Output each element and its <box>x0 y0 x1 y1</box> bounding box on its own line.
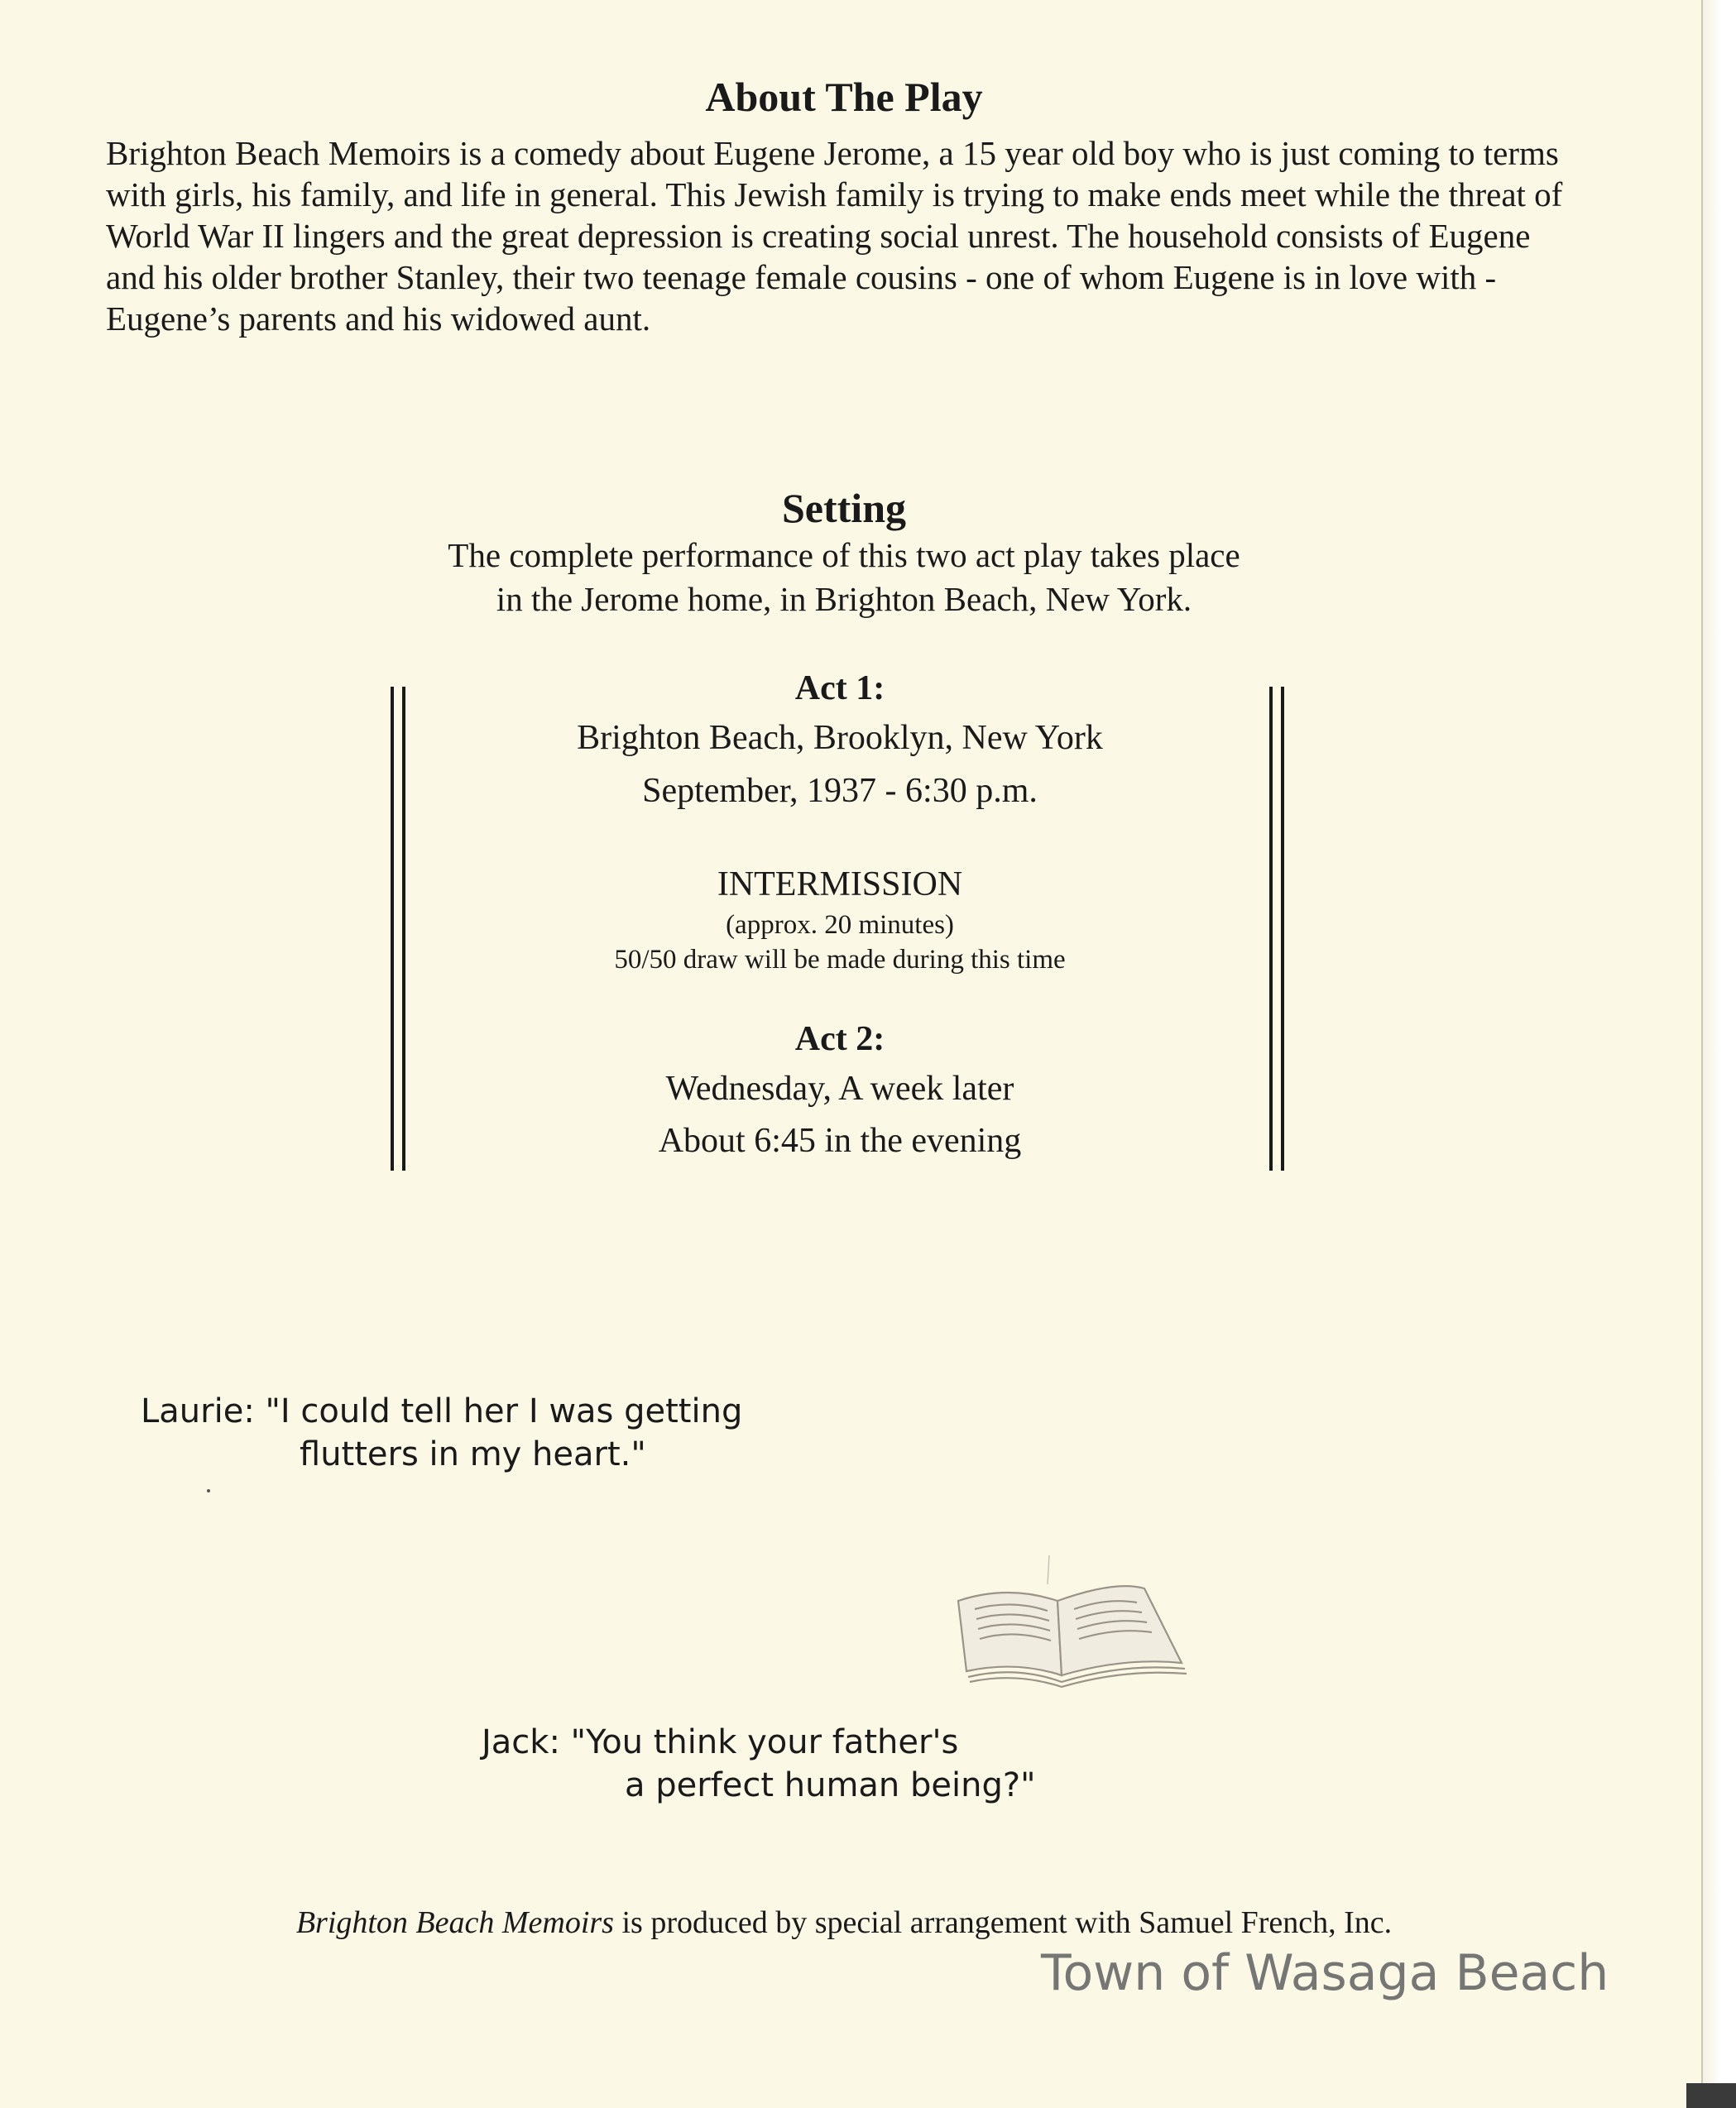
page-edge <box>1701 0 1736 2108</box>
credit-line <box>0 1904 1688 1941</box>
watermark: Town of Wasaga Beach <box>1041 1944 1609 2002</box>
paper-speck <box>207 1489 210 1492</box>
jack-quote-line-1 <box>482 1721 958 1764</box>
laurie-speaker: Laurie: <box>141 1392 255 1430</box>
laurie-line-2: flutters in my heart." <box>300 1435 646 1473</box>
laurie-line-1: "I could tell her I was getting <box>265 1392 743 1430</box>
act1-heading: Act 1: <box>794 669 885 707</box>
about-paragraph: Brighton Beach Memoirs is a comedy about Eugene Jerome, a 15 year old boy who is just coming to terms with girls, his family, and life in general. This Jewish family is trying to make ends meet while the threat of World War II lingers and the great depression is creating social unrest. The household consists of Eugene and his older brother Stanley, their two teenage female cousins - one of whom Eugene is in love with - Eugene’s parents and his widowed aunt. <box>106 134 1563 338</box>
jack-line-2: a perfect human being?" <box>625 1766 1036 1804</box>
intermission-heading: INTERMISSION <box>717 865 963 903</box>
credit-title: Brighton Beach Memoirs <box>295 1905 614 1940</box>
act2-heading: Act 2: <box>794 1020 885 1058</box>
intermission-note: 50/50 draw will be made during this time <box>614 945 1066 975</box>
about-heading: About The Play <box>705 74 983 120</box>
setting-line-1: The complete performance of this two act play takes place <box>448 536 1240 574</box>
act2-time: About 6:45 in the evening <box>658 1122 1022 1160</box>
setting-heading: Setting <box>782 485 906 531</box>
setting-line-2: in the Jerome home, in Brighton Beach, New York. <box>496 580 1192 618</box>
credit-text: is produced by special arrangement with Samuel French, Inc. <box>613 1905 1393 1940</box>
jack-line-1: "You think your father's <box>570 1723 959 1761</box>
act2-day: Wednesday, A week later <box>665 1070 1014 1108</box>
right-double-rule <box>1269 687 1284 1171</box>
laurie-quote-line-1 <box>141 1390 742 1433</box>
act1-location: Brighton Beach, Brooklyn, New York <box>577 719 1103 757</box>
act1-time: September, 1937 - 6:30 p.m. <box>642 772 1038 810</box>
left-double-rule <box>391 687 405 1171</box>
page-edge-shadow <box>1686 2083 1736 2108</box>
intermission-duration: (approx. 20 minutes) <box>726 910 954 940</box>
jack-speaker: Jack: <box>482 1723 560 1761</box>
open-book-icon <box>950 1551 1190 1692</box>
